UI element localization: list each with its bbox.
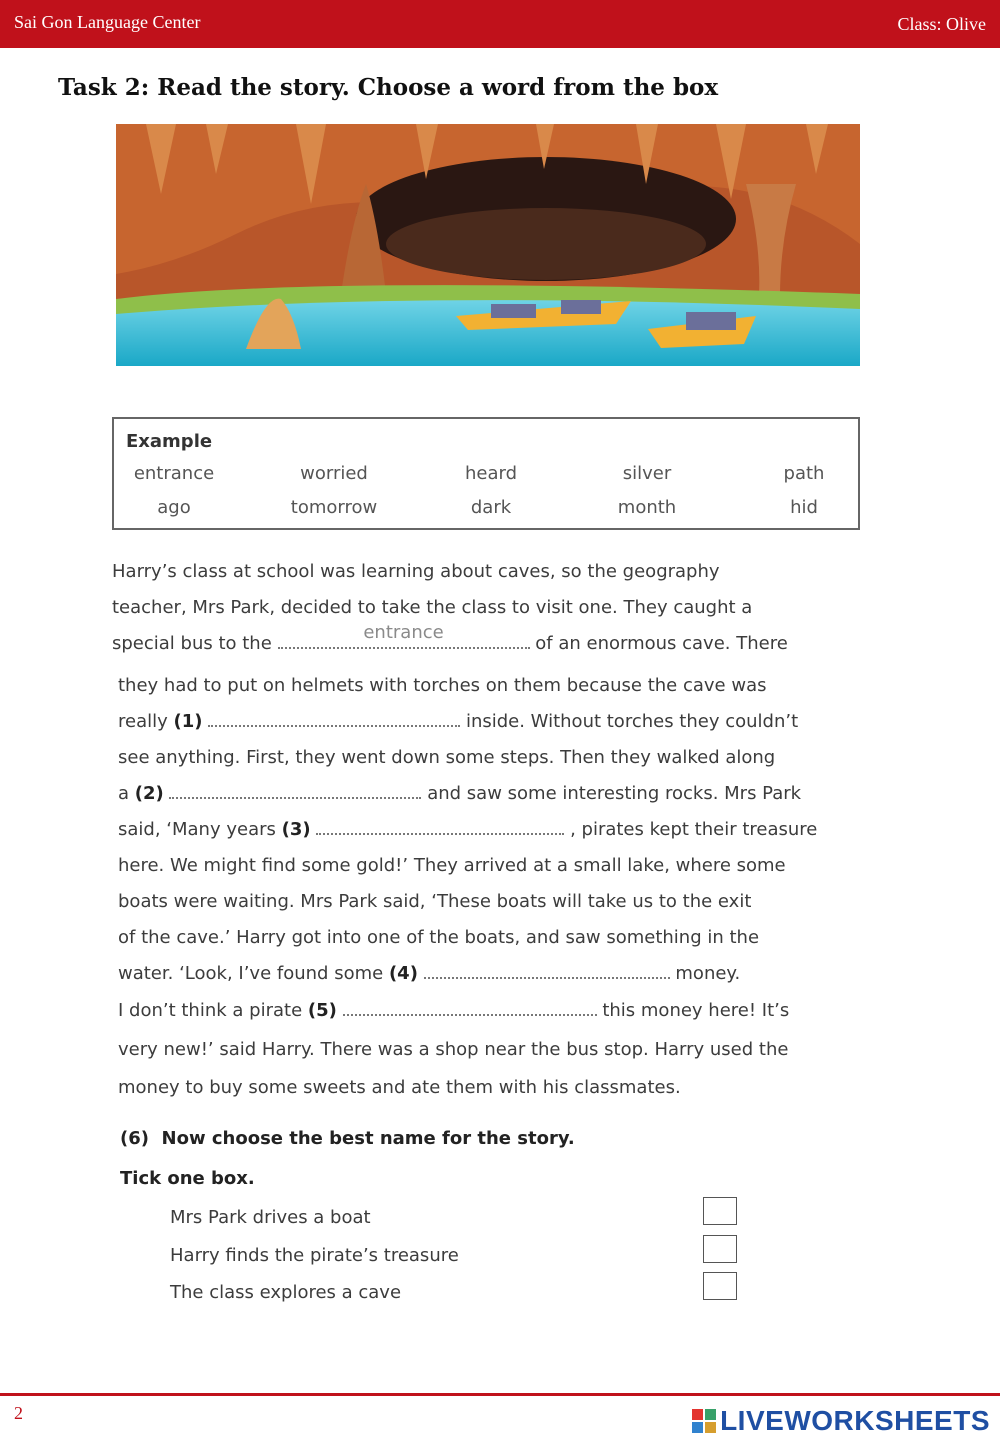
title-option-1: Mrs Park drives a boat xyxy=(170,1207,371,1228)
story-text-fragment: , pirates kept their treasure xyxy=(570,819,818,840)
title-option-2-checkbox[interactable] xyxy=(703,1235,737,1263)
example-answer-blank xyxy=(278,622,530,649)
answer-input-5[interactable] xyxy=(343,1000,597,1016)
question-6-prompt xyxy=(120,1128,575,1149)
title-option-3-checkbox[interactable] xyxy=(703,1272,737,1300)
word-box xyxy=(112,417,860,530)
story-line: Harry’s class at school was learning about caves, so the geography xyxy=(112,561,720,582)
story-text-fragment: really xyxy=(118,711,168,732)
question-text: Now choose the best name for the story. xyxy=(161,1128,575,1149)
page-number: 2 xyxy=(14,1403,23,1423)
story-line: of the cave.’ Harry got into one of the boats, and saw something in the xyxy=(118,927,760,948)
story-text-fragment: money. xyxy=(675,963,741,984)
center-name: Sai Gon Language Center xyxy=(14,12,201,32)
story-line: see anything. First, they went down some steps. Then they walked along xyxy=(118,747,776,768)
story-text-fragment: this money here! It’s xyxy=(602,1000,790,1021)
story-line xyxy=(118,1000,789,1021)
story-line: here. We might find some gold!’ They arrived at a small lake, where some xyxy=(118,855,786,876)
gap-number-5: (5) xyxy=(307,1000,337,1021)
task-title: Task 2: Read the story. Choose a word from the box xyxy=(58,74,719,101)
story-line: money to buy some sweets and ate them with his classmates. xyxy=(118,1077,681,1098)
example-answer: entrance xyxy=(363,622,444,643)
word-option: entrance xyxy=(133,463,215,484)
liveworksheets-logo xyxy=(692,1405,990,1437)
gap-number-1: (1) xyxy=(173,711,203,732)
story-text-fragment: said, ‘Many years xyxy=(118,819,276,840)
footer-divider xyxy=(0,1393,1000,1396)
title-option-1-checkbox[interactable] xyxy=(703,1197,737,1225)
title-option-2: Harry finds the pirate’s treasure xyxy=(170,1245,459,1266)
answer-input-2[interactable] xyxy=(169,783,421,799)
story-line xyxy=(118,783,801,804)
story-text-fragment: of an enormous cave. There xyxy=(535,633,788,654)
answer-input-1[interactable] xyxy=(208,711,460,727)
title-option-3: The class explores a cave xyxy=(170,1282,402,1303)
word-option: month xyxy=(617,497,677,518)
story-text-fragment: water. ‘Look, I’ve found some xyxy=(118,963,384,984)
story-line xyxy=(118,819,817,840)
story-text-fragment: a xyxy=(118,783,130,804)
class-label: Class: Olive xyxy=(897,14,986,34)
story-text-fragment: special bus to the xyxy=(112,633,272,654)
story-line: very new!’ said Harry. There was a shop near the bus stop. Harry used the xyxy=(118,1039,789,1060)
example-label: Example xyxy=(126,431,213,452)
cave-illustration xyxy=(116,124,860,366)
gap-number-3: (3) xyxy=(281,819,311,840)
gap-number-4: (4) xyxy=(388,963,418,984)
word-option: silver xyxy=(622,463,672,484)
word-option: ago xyxy=(157,497,191,518)
gap-number-2: (2) xyxy=(134,783,164,804)
word-option: worried xyxy=(300,463,368,484)
word-option: dark xyxy=(470,497,512,518)
tick-instruction: Tick one box. xyxy=(120,1168,255,1189)
story-line xyxy=(112,622,788,654)
answer-input-3[interactable] xyxy=(316,819,564,835)
answer-input-4[interactable] xyxy=(424,963,670,979)
brand-grid-icon xyxy=(692,1409,716,1433)
story-text-fragment: I don’t think a pirate xyxy=(118,1000,303,1021)
brand-name: LIVEWORKSHEETS xyxy=(720,1405,990,1436)
story-line: boats were waiting. Mrs Park said, ‘These boats will take us to the exit xyxy=(118,891,752,912)
question-number: (6) xyxy=(120,1128,149,1149)
story-line xyxy=(118,711,798,732)
story-text-fragment: and saw some interesting rocks. Mrs Park xyxy=(427,783,802,804)
story-line: teacher, Mrs Park, decided to take the class to visit one. They caught a xyxy=(112,597,753,618)
word-option: heard xyxy=(464,463,518,484)
story-text-fragment: inside. Without torches they couldn’t xyxy=(465,711,799,732)
word-option: tomorrow xyxy=(290,497,378,518)
page-header xyxy=(0,0,1000,48)
word-option: path xyxy=(783,463,825,484)
story-line: they had to put on helmets with torches on them because the cave was xyxy=(118,675,767,696)
word-option: hid xyxy=(790,497,818,518)
story-line xyxy=(118,963,740,984)
